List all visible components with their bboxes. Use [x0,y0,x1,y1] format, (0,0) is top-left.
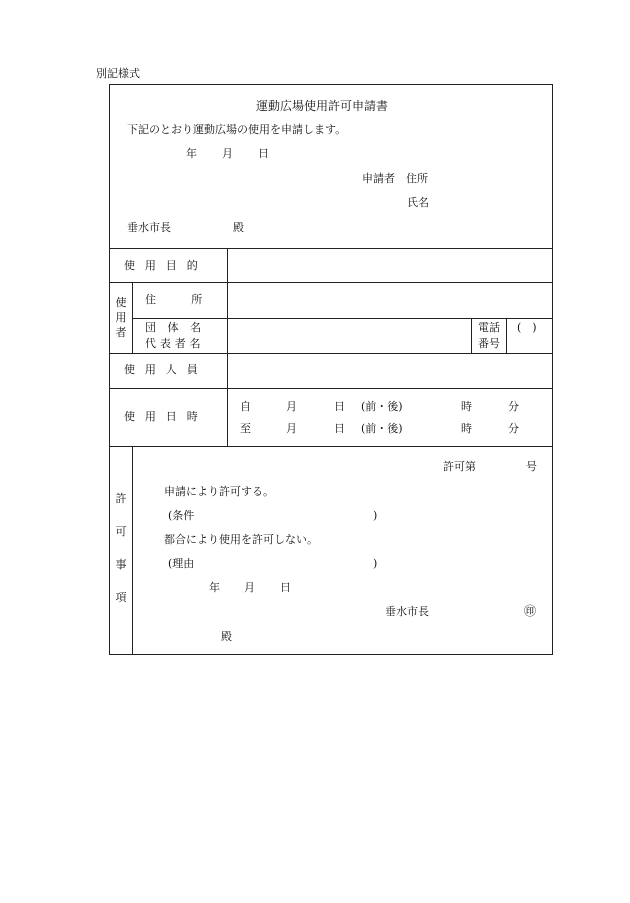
to-minute: 分 [508,422,519,435]
permit-honorific: 殿 [221,630,232,643]
from-day: 日 [334,400,345,413]
user-group-char: 者 [115,326,127,339]
user-group-char: 用 [115,311,127,324]
permit-char: 事 [115,558,127,571]
application-form [109,84,553,655]
from-hour: 時 [461,400,472,413]
form-title: 運動広場使用許可申請書 [256,99,389,113]
permit-date-month: 月 [244,581,255,594]
rule [132,282,133,353]
headcount-label: 使用人員 [124,363,208,376]
form-label: 別記様式 [96,67,140,80]
approve-text[interactable]: 申請により許可する。 [164,485,274,498]
intro-text: 下記のとおり運動広場の使用を申請します。 [127,123,347,136]
permit-section-label [113,493,129,603]
permit-char: 許 [115,492,127,505]
group-name-field[interactable] [228,319,471,353]
to-ampm[interactable]: (前・後) [361,422,403,435]
condition-open: (条件 [168,509,195,522]
reason-open: (理由 [168,557,195,570]
from-ampm[interactable]: (前・後) [361,400,403,413]
user-group-char: 使 [115,296,127,309]
permit-number-suffix: 号 [526,460,537,473]
header-date-month: 月 [222,147,233,160]
representative-label: 代表者名 [145,337,205,350]
permit-date-day: 日 [280,581,291,594]
to-month: 月 [286,422,297,435]
from-label: 自 [240,400,251,413]
headcount-field[interactable] [228,354,553,388]
purpose-label: 使用目的 [124,259,208,272]
from-month: 月 [286,400,297,413]
purpose-field[interactable] [228,249,553,282]
phone-label-1: 電話 [478,321,500,334]
address-field[interactable] [228,283,553,318]
permit-char: 項 [115,591,127,604]
to-hour: 時 [461,422,472,435]
group-name-label: 団体名 [145,321,213,334]
permit-number-label: 許可第 [443,460,476,473]
rule [110,446,553,447]
addressee-honorific: 殿 [233,221,244,234]
rule [471,318,472,353]
rule [506,318,507,353]
seal-icon: ㊞ [524,604,537,618]
address-label: 住所 [145,293,238,306]
deny-text[interactable]: 都合により使用を許可しない。 [164,533,318,546]
to-label: 至 [240,422,251,435]
from-minute: 分 [508,400,519,413]
phone-label-2: 番号 [478,337,500,350]
permit-char: 可 [115,525,127,538]
header-date-year: 年 [186,147,197,160]
to-day: 日 [334,422,345,435]
addressee: 垂水市長 [127,221,171,234]
rule [132,446,133,655]
applicant-address-label: 申請者 住所 [362,172,428,185]
datetime-label: 使用日時 [124,410,208,423]
user-group-label [113,295,129,340]
rule [110,388,553,389]
reason-close: ) [373,557,378,570]
condition-close: ) [373,509,378,522]
phone-field[interactable]: ( ) [517,321,537,334]
permit-mayor: 垂水市長 [385,605,429,618]
permit-date-year: 年 [209,581,220,594]
applicant-name-label: 氏名 [407,196,429,209]
header-date-day: 日 [258,147,269,160]
